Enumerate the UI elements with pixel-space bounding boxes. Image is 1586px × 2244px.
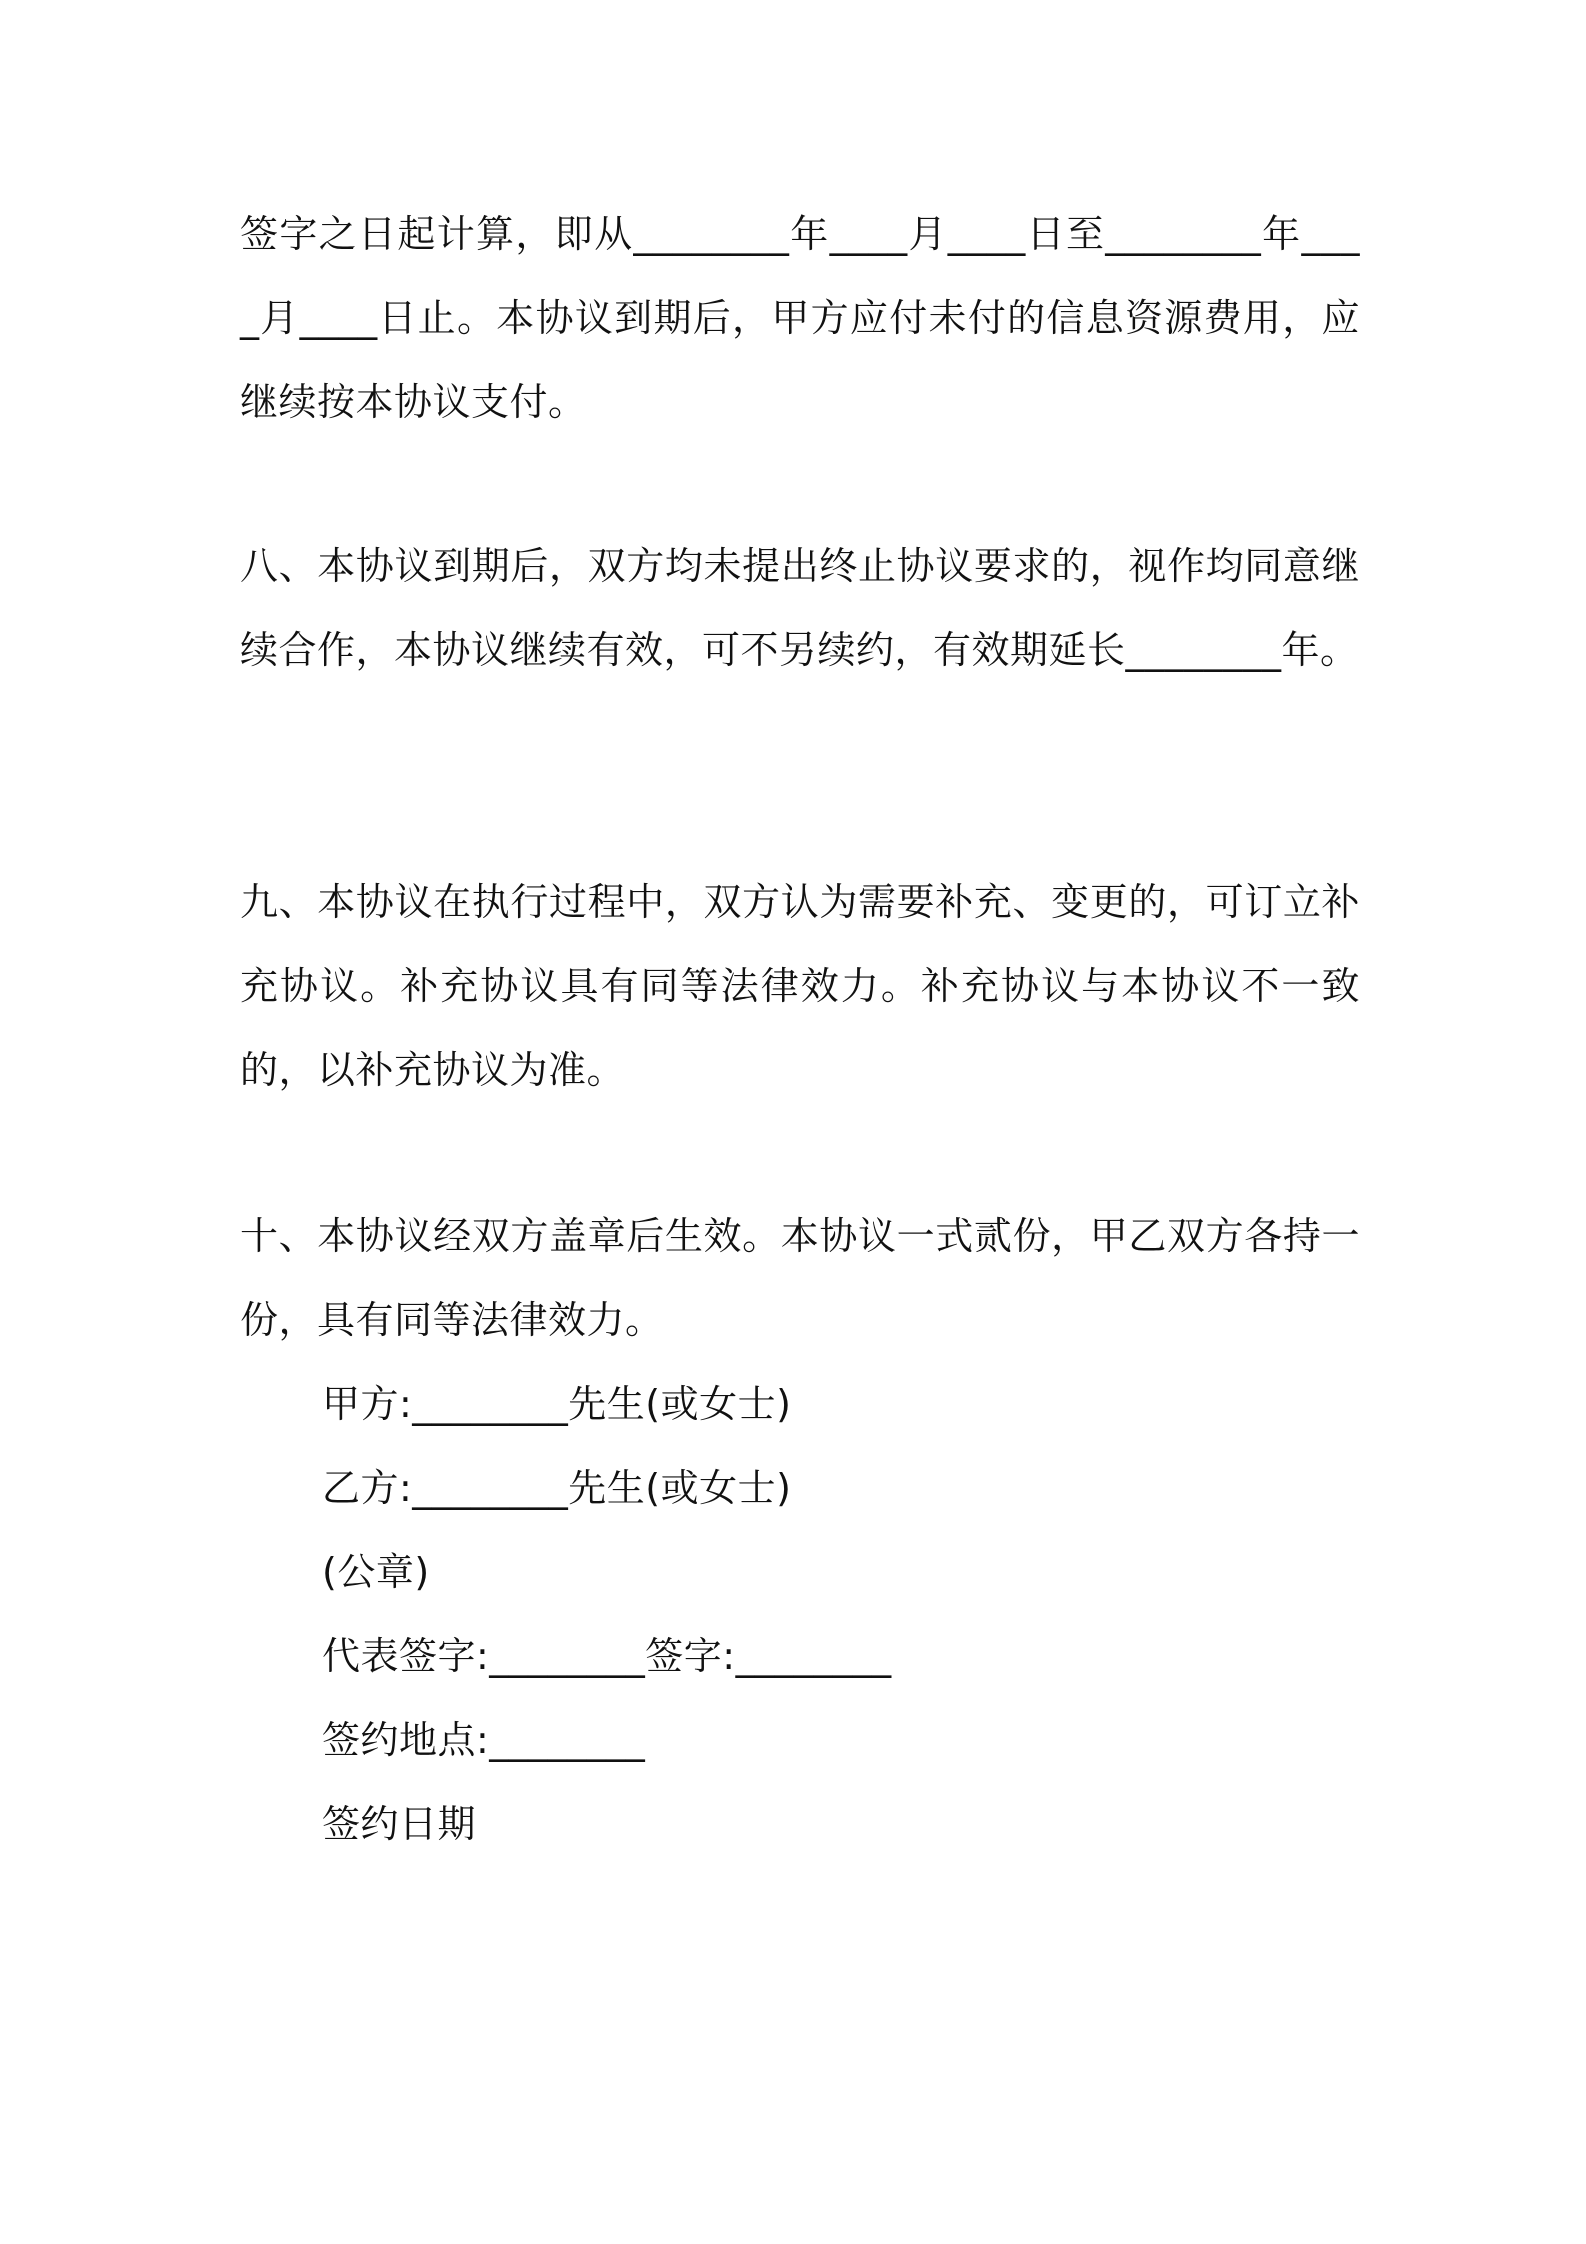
party-a-line: 甲方:________先生(或女士) <box>322 1382 792 1426</box>
paragraph-clause-ten: 十、本协议经双方盖章后生效。本协议一式贰份，甲乙双方各持一份，具有同等法律效力。 <box>240 1214 1360 1342</box>
representative-signature-line: 代表签字:________签字:________ <box>322 1634 892 1678</box>
signing-date-line: 签约日期 <box>322 1802 477 1846</box>
seal-line: (公章) <box>322 1550 430 1594</box>
paragraph-term-continuation: 签字之日起计算，即从________年____月____日至________年____月____日止。本协议到期后，甲方应付未付的信息资源费用，应继续按本协议支付。 <box>240 212 1360 424</box>
signing-place-line: 签约地点:________ <box>322 1718 646 1762</box>
paragraph-clause-nine: 九、本协议在执行过程中，双方认为需要补充、变更的，可订立补充协议。补充协议具有同等法律效力。补充协议与本协议不一致的，以补充协议为准。 <box>240 880 1360 1092</box>
paragraph-clause-eight: 八、本协议到期后，双方均未提出终止协议要求的，视作均同意继续合作，本协议继续有效，可不另续约，有效期延长________年。 <box>240 544 1360 672</box>
signature-block <box>322 1362 1322 1866</box>
party-b-line: 乙方:________先生(或女士) <box>322 1466 792 1510</box>
